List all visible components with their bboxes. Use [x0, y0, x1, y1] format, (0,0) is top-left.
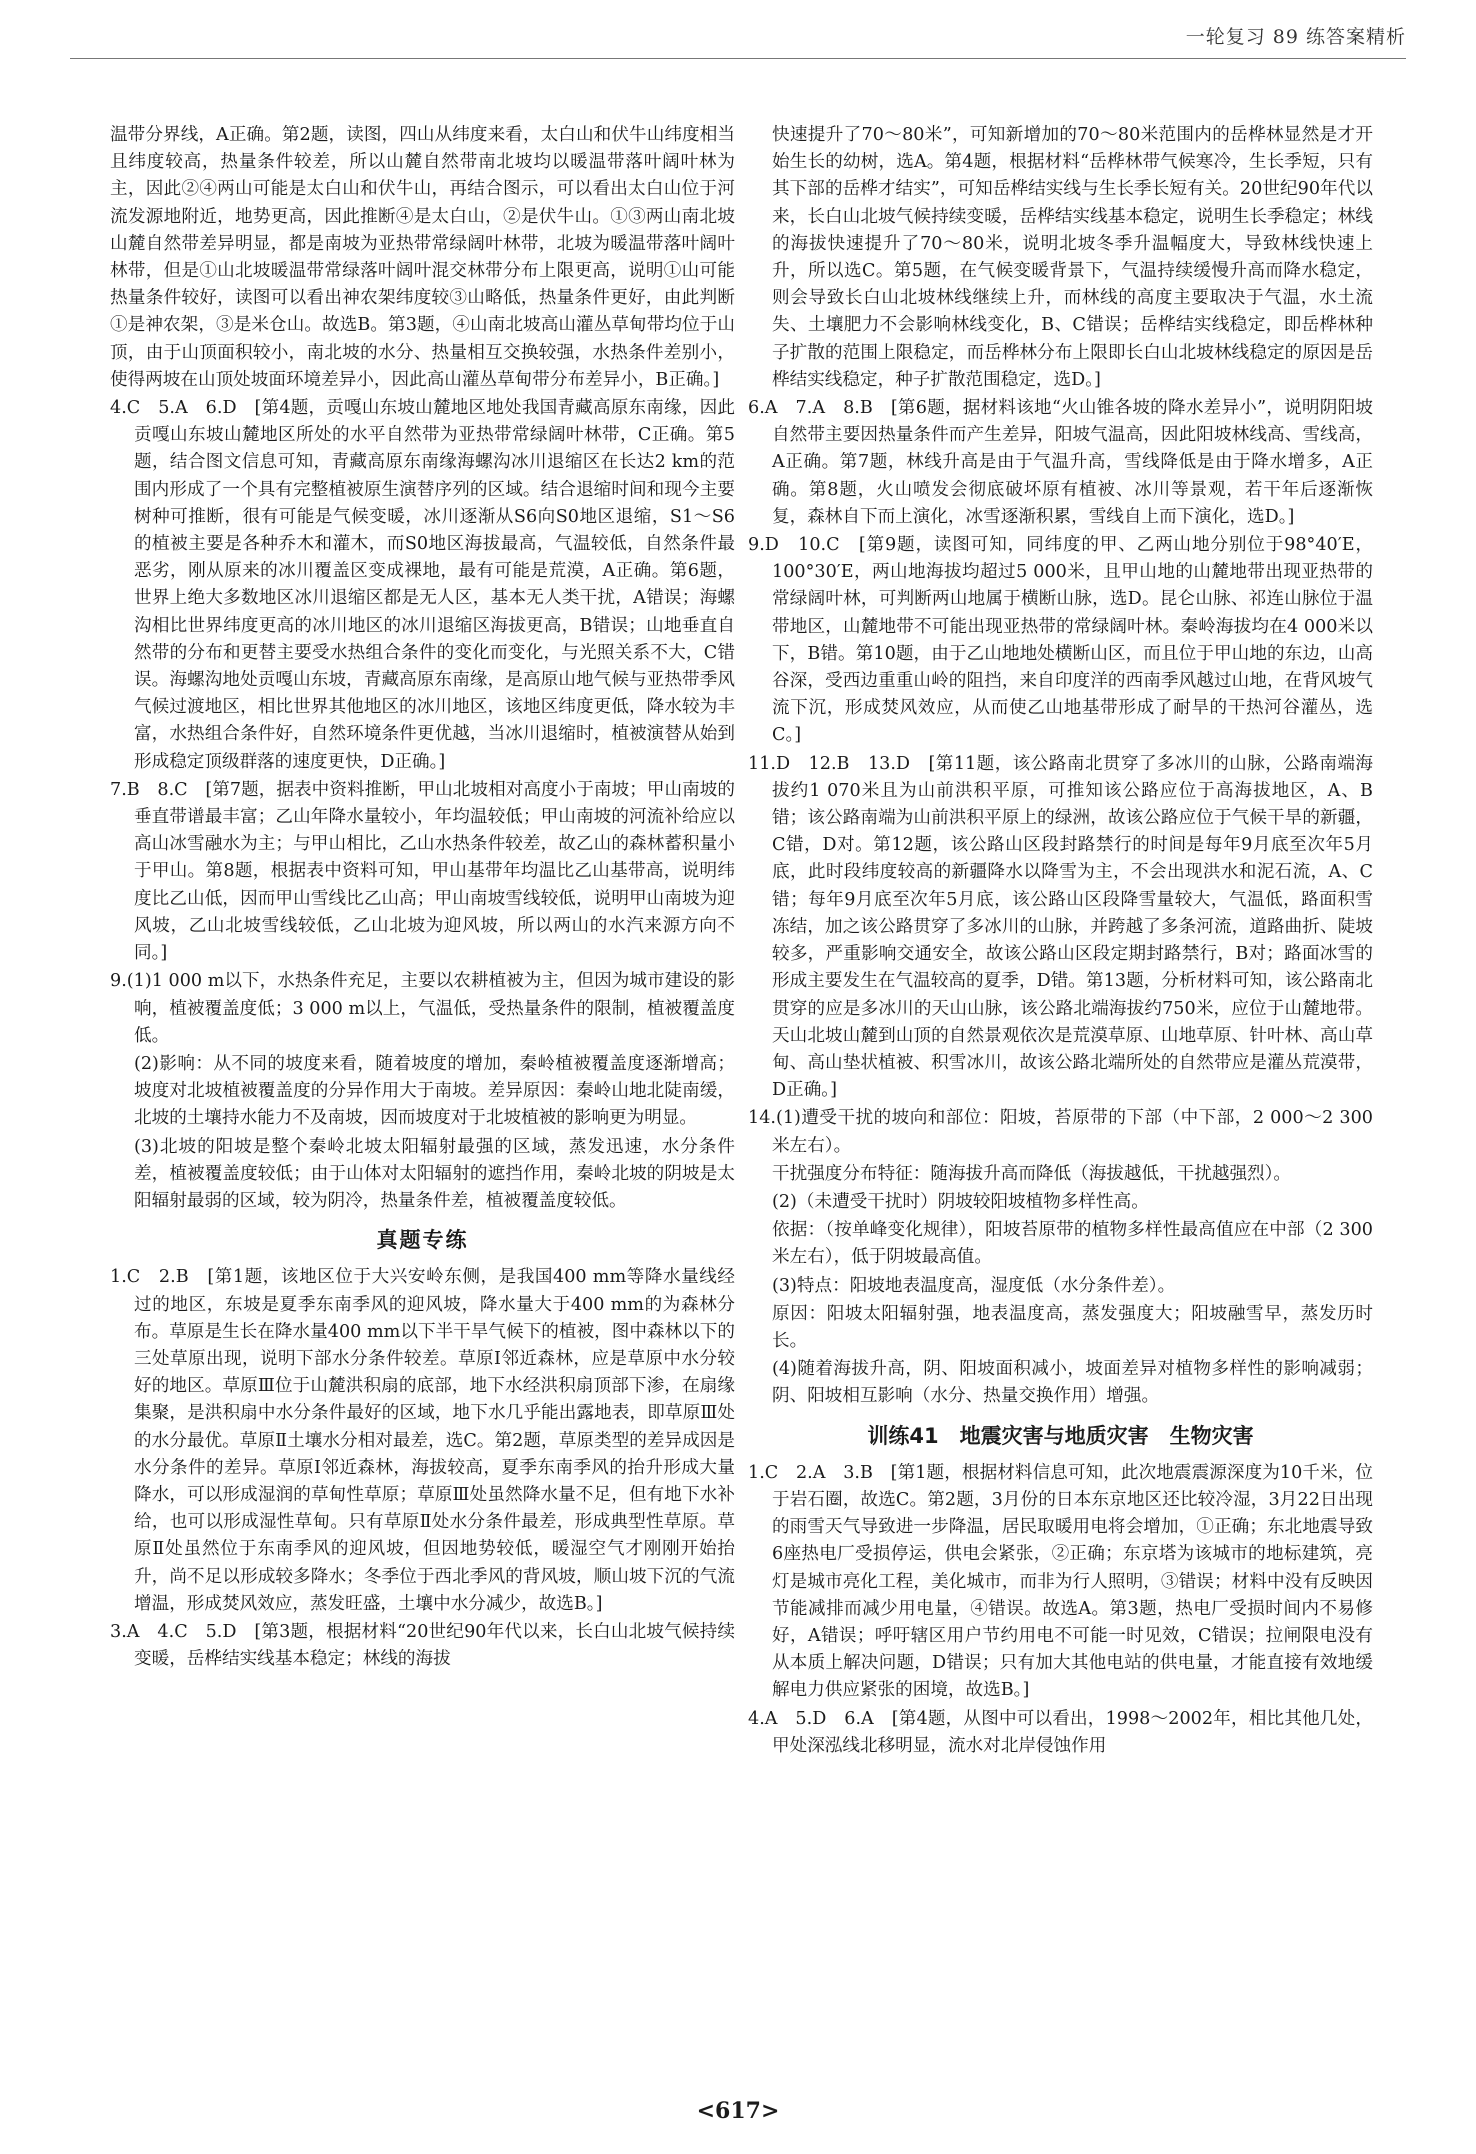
answer-paragraph: 温带分界线，A正确。第2题，读图，四山从纬度来看，太白山和伏牛山纬度相当且纬度较高，热量条件较差，所以山麓自然带南北坡均以暖温带落叶阔叶林为主，因此②④两山可能是太白山和伏牛山，再结合图示，可以看出太白山位于河流发源地附近，地势更高，因此推断④是太白山，②是伏牛山。①③两山南北坡山麓自然带差异明显，都是南坡为亚热带常绿阔叶林带，北坡为暖温带落叶阔叶林带，但是①山北坡暖温带常绿落叶阔叶混交林带分布上限更高，说明①山可能热量条件较好，读图可以看出神农架纬度较③山略低，热量条件更好，由此判断①是神农架，③是米仓山。故选B。第3题，④山南北坡高山灌丛草甸带均位于山顶，由于山顶面积较小，南北坡的水分、热量相互交换较强，水热条件差别小，使得两坡在山顶处坡面环境差异小，因此高山灌丛草甸带分布差异小，B正确。]	[110, 125, 735, 390]
training-heading: 训练41 地震灾害与地质灾害 生物灾害	[867, 1423, 1254, 1448]
answer-paragraph: 依据：（按单峰变化规律），阳坡苔原带的植物多样性最高值应在中部（2 300米左右），低于阴坡最高值。	[772, 1220, 1373, 1268]
answer-paragraph: 4.C 5.A 6.D [第4题，贡嘎山东坡山麓地区地处我国青藏高原东南缘，因此贡嘎山东坡山麓地区所处的水平自然带为亚热带常绿阔叶林带，C正确。第5题，结合图文信息可知，青藏高原东南缘海螺沟冰川退缩区在长达2 km的范围内形成了一个具有完整植被原生演替序列的区域。结合退缩时间和现今主要树种可推断，很有可能是气候变暖，冰川逐渐从S6向S0地区退缩，S1～S6的植被主要是各种乔木和灌木，而S0地区海拔最高，气温较低，自然条件最恶劣，刚从原来的冰川覆盖区变成裸地，最有可能是荒漠，A正确。第6题，世界上绝大多数地区冰川退缩区都是无人区，基本无人类干扰，A错误；海螺沟相比世界纬度更高的冰川地区的冰川退缩区海拔更高，B错误；山地垂直自然带的分布和更替主要受水热组合条件的变化而变化，与光照关系不大，C错误。海螺沟地处贡嘎山东坡，青藏高原东南缘，是高原山地气候与亚热带季风气候过渡地区，相比世界其他地区的冰川地区，该地区纬度更低，降水较为丰富，水热组合条件好，自然环境条件更优越，当冰川退缩时，植被演替从始到形成稳定顶级群落的速度更快，D正确。]	[110, 398, 735, 772]
page-number: <617>	[696, 2098, 780, 2124]
answer-paragraph: 14.(1)遭受干扰的坡向和部位：阳坡，苔原带的下部（中下部，2 000～2 300米左右）。	[748, 1108, 1373, 1156]
answer-paragraph: 11.D 12.B 13.D [第11题，该公路南北贯穿了多冰川的山脉，公路南端海拔约1 070米且为山前洪积平原，可推知该公路应位于高海拔地区，A、B错；该公路南端为山前洪积平原上的绿洲，故该公路应位于气候干旱的新疆，C错，D对。第12题，该公路山区段封路禁行的时间是每年9月底至次年5月底，此时段纬度较高的新疆降水以降雪为主，不会出现洪水和泥石流，A、C错；每年9月底至次年5月底，该公路山区段降雪量较大，气温低，路面积雪冻结，加之该公路贯穿了多冰川的山脉，并跨越了多条河流，道路曲折、陡坡较多，严重影响交通安全，故该公路山区段定期封路禁行，B对；路面冰雪的形成主要发生在气温较高的夏季，D错。第13题，分析材料可知，该公路南北贯穿的应是多冰川的天山山脉，该公路北端海拔约750米，应位于山麓地带。天山北坡山麓到山顶的自然景观依次是荒漠草原、山地草原、针叶林、高山草甸、高山垫状植被、积雪冰川，故该公路北端所处的自然带应是灌丛荒漠带，D正确。]	[748, 753, 1373, 1101]
answer-paragraph: 1.C 2.B [第1题，该地区位于大兴安岭东侧，是我国400 mm等降水量线经过的地区，东坡是夏季东南季风的迎风坡，降水量大于400 mm的为森林分布。草原是生长在降水量400 mm以下半干旱气候下的植被，图中森林以下的三处草原出现，说明下部水分条件较差。草原Ⅰ邻近森林，应是草原中水分较好的地区。草原Ⅲ位于山麓洪积扇的底部，地下水经洪积扇顶部下渗，在扇缘集聚，是洪积扇中水分条件最好的区域，地下水几乎能出露地表，即草原Ⅲ处的水分最优。草原Ⅱ土壤水分相对最差，选C。第2题，草原类型的差异成因是水分条件的差异。草原Ⅰ邻近森林，海拔较高，夏季东南季风的抬升形成大量降水，可以形成湿润的草甸性草原；草原Ⅲ处虽然降水量不足，但有地下水补给，也可以形成湿性草甸。只有草原Ⅱ处水分条件最差，形成典型性草原。草原Ⅱ处虽然位于东南季风的迎风坡，但因地势较低，暖湿空气才刚刚开始抬升，尚不足以形成较多降水；冬季位于西北季风的背风坡，顺山坡下沉的气流增温，形成焚风效应，蒸发旺盛，土壤中水分减少，故选B。]	[110, 1267, 735, 1614]
answer-paragraph: 3.A 4.C 5.D [第3题，根据材料“20世纪90年代以来，长白山北坡气候持续变暖，岳桦结实线基本稳定；林线的海拔	[110, 1621, 735, 1670]
answer-paragraph: 1.C 2.A 3.B [第1题，根据材料信息可知，此次地震震源深度为10千米，位于岩石圈，故选C。第2题，3月份的日本东京地区还比较冷湿，3月22日出现的雨雪天气导致进一步降温，居民取暖用电将会增加，①正确；东北地震导致6座热电厂受损停运，供电会紧张，②正确；东京塔为该城市的地标建筑，亮灯是城市亮化工程，美化城市，而非为行人照明，③错误；材料中没有反映因节能减排而减少用电量，④错误。故选A。第3题，热电厂受损时间内不易修好，A错误；呼吁辖区用户节约用电不可能一时见效，C错误；拉闸限电没有从本质上解决问题，D错误；只有加大其他电站的供电量，才能直接有效地缓解电力供应紧张的困境，故选B。]	[748, 1462, 1373, 1701]
left-column	[110, 122, 735, 1674]
answer-paragraph: 4.A 5.D 6.A [第4题，从图中可以看出，1998～2002年，相比其他几处，甲处深泓线北移明显，流水对北岸侵蚀作用	[748, 1708, 1373, 1756]
answer-paragraph: 6.A 7.A 8.B [第6题，据材料该地“火山锥各坡的降水差异小”，说明阴阳坡自然带主要因热量条件而产生差异，阳坡气温高，因此阳坡林线高、雪线高，A正确。第7题，林线升高是由于气温升高，雪线降低是由于降水增多，A正确。第8题，火山喷发会彻底破坏原有植被、冰川等景观，若干年后逐渐恢复，森林自下而上演化，冰雪逐渐积累，雪线自上而下演化，选D。]	[748, 398, 1373, 527]
header-divider	[70, 58, 1406, 59]
answer-paragraph: (4)随着海拔升高，阴、阳坡面积减小，坡面差异对植物多样性的影响减弱；阴、阳坡相互影响（水分、热量交换作用）增强。	[772, 1359, 1373, 1407]
answer-paragraph: 干扰强度分布特征：随海拔升高而降低（海拔越低，干扰越强烈）。	[772, 1163, 1292, 1184]
answer-paragraph: (3)特点：阳坡地表温度高，湿度低（水分条件差）。	[772, 1275, 1176, 1296]
answer-paragraph: (2)（未遭受干扰时）阴坡较阳坡植物多样性高。	[772, 1191, 1149, 1212]
answer-paragraph: 快速提升了70～80米”，可知新增加的70～80米范围内的岳桦林显然是才开始生长的幼树，选A。第4题，根据材料“岳桦林带气候寒冷，生长季短，只有其下部的岳桦才结实”，可知岳桦结实线与生长季长短有关。20世纪90年代以来，长白山北坡气候持续变暖，岳桦结实线基本稳定，说明生长季稳定；林线的海拔快速提升了70～80米，说明北坡冬季升温幅度大，导致林线快速上升，所以选C。第5题，在气候变暖背景下，气温持续缓慢升高而降水稳定，则会导致长白山北坡林线继续上升，而林线的高度主要取决于气温，水土流失、土壤肥力不会影响林线变化，B、C错误；岳桦结实线稳定，即岳桦林种子扩散的范围上限稳定，而岳桦林分布上限即长白山北坡林线稳定的原因是岳桦结实线稳定，种子扩散范围稳定，选D。]	[772, 125, 1373, 390]
answer-paragraph: 9.(1)1 000 m以下，水热条件充足，主要以农耕植被为主，但因为城市建设的影响，植被覆盖度低；3 000 m以上，气温低，受热量条件的限制，植被覆盖度低。	[110, 971, 735, 1046]
answer-paragraph: (3)北坡的阳坡是整个秦岭北坡太阳辐射最强的区域，蒸发迅速，水分条件差，植被覆盖度较低；由于山体对太阳辐射的遮挡作用，秦岭北坡的阴坡是太阳辐射最弱的区域，较为阴冷，热量条件差，植被覆盖度较低。	[134, 1136, 735, 1211]
answer-paragraph: 原因：阳坡太阳辐射强，地表温度高，蒸发强度大；阳坡融雪早，蒸发历时长。	[772, 1303, 1373, 1351]
page-header: 一轮复习 89 练答案精析	[1185, 26, 1406, 48]
answer-paragraph: (2)影响：从不同的坡度来看，随着坡度的增加，秦岭植被覆盖度逐渐增高；坡度对北坡植被覆盖度的分异作用大于南坡。差异原因：秦岭山地北陡南缓，北坡的土壤持水能力不及南坡，因而坡度对于北坡植被的影响更为明显。	[134, 1053, 735, 1129]
section-heading: 真题专练	[376, 1228, 469, 1253]
answer-paragraph: 9.D 10.C [第9题，读图可知，同纬度的甲、乙两山地分别位于98°40′E，100°30′E，两山地海拔均超过5 000米，且甲山地的山麓地带出现亚热带的常绿阔叶林，可判断两山地属于横断山脉，选D。昆仑山脉、祁连山脉位于温带地区，山麓地带不可能出现亚热带的常绿阔叶林。秦岭海拔均在4 000米以下，B错。第10题，由于乙山地地处横断山区，而且位于甲山地的东边，山高谷深，受西边重重山岭的阻挡，来自印度洋的西南季风越过山地，在背风坡气流下沉，形成焚风效应，从而使乙山地基带形成了耐旱的干热河谷灌丛，选C。]	[748, 535, 1373, 746]
right-column	[748, 122, 1373, 1761]
answer-paragraph: 7.B 8.C [第7题，据表中资料推断，甲山北坡相对高度小于南坡；甲山南坡的垂直带谱最丰富；乙山年降水量较小，年均温较低；甲山南坡的河流补给应以高山冰雪融水为主；与甲山相比，乙山水热条件较差，故乙山的森林蓄积量小于甲山。第8题，根据表中资料可知，甲山基带年均温比乙山基带高，说明纬度比乙山低，因而甲山雪线比乙山高；甲山南坡雪线较低，说明甲山南坡为迎风坡，乙山北坡雪线较低，乙山北坡为迎风坡，所以两山的水汽来源方向不同。]	[110, 779, 735, 964]
